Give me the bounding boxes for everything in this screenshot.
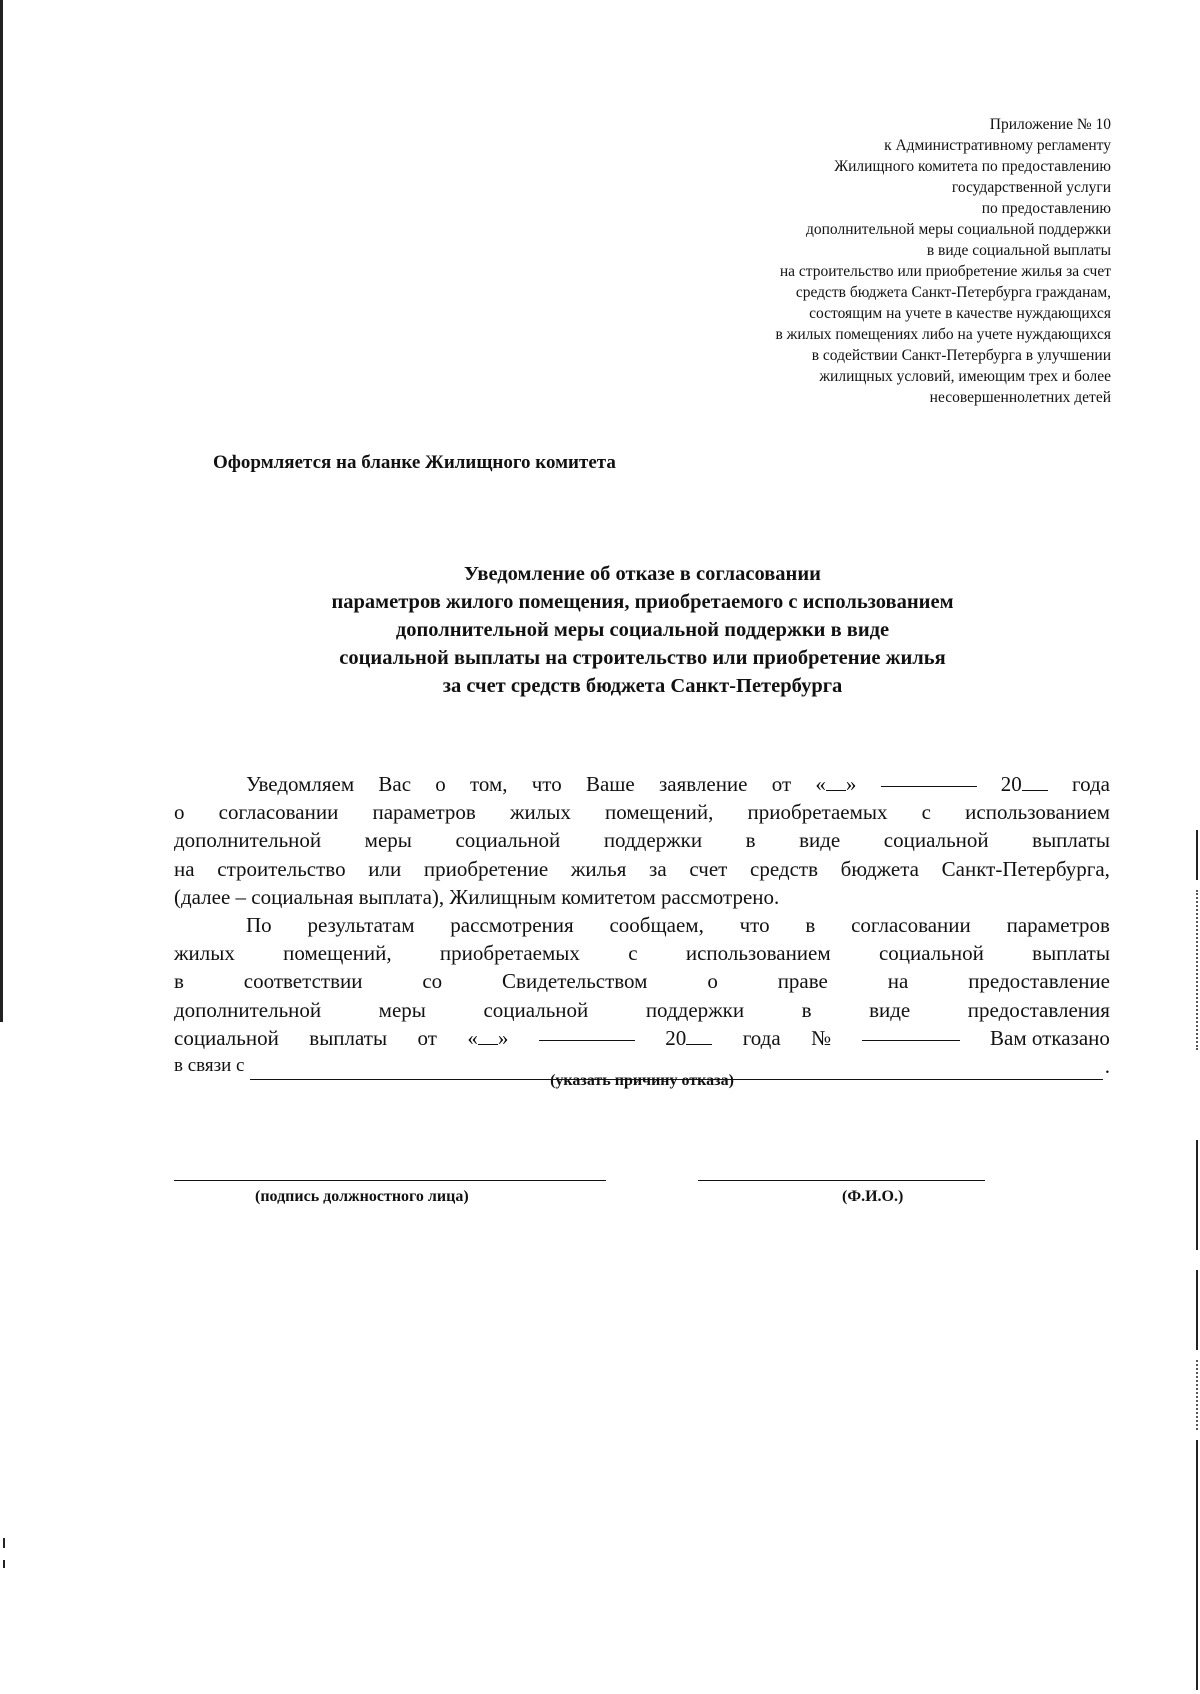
word: в xyxy=(174,969,184,994)
reason-caption: (указать причину отказа) xyxy=(550,1072,734,1089)
appendix-line: несовершеннолетних детей xyxy=(929,389,1111,406)
appendix-line: по предоставлению xyxy=(981,200,1111,217)
word: предоставления xyxy=(967,997,1110,1022)
word: с xyxy=(921,800,931,825)
word: Уведомляем xyxy=(246,772,355,796)
word: Свидетельством xyxy=(502,969,648,994)
body-line xyxy=(174,855,1110,883)
scan-edge-right-dots xyxy=(1196,1360,1200,1430)
word: результатам xyxy=(307,913,415,938)
word: средств xyxy=(750,856,818,881)
appendix-line: в содействии Санкт-Петербурга в улучшении xyxy=(811,347,1111,364)
appendix-line: жилищных условий, имеющим трех и более xyxy=(819,368,1111,385)
body-text-line: (далее – социальная выплата), Жилищным комитетом рассмотрено. xyxy=(174,884,780,909)
title-line: Уведомление об отказе в согласовании xyxy=(464,563,821,585)
body-line xyxy=(174,911,1110,939)
word: использованием xyxy=(965,800,1110,825)
word: или xyxy=(368,856,402,881)
word: счет xyxy=(689,856,728,881)
scan-edge-right xyxy=(1196,1440,1198,1690)
word: праве xyxy=(777,969,828,994)
word: года xyxy=(1072,772,1110,796)
certificate-day-field[interactable]: « » xyxy=(467,1025,509,1050)
word: жилых xyxy=(509,800,571,825)
word: помещений, xyxy=(604,800,714,825)
notification-body xyxy=(174,770,1110,1080)
full-name-field[interactable] xyxy=(698,1180,985,1181)
body-line xyxy=(174,798,1110,826)
word: рассмотрения xyxy=(450,913,574,938)
body-line xyxy=(174,770,1110,798)
title-line: дополнительной меры социальной поддержки в виде xyxy=(395,619,890,641)
scan-edge-right xyxy=(1196,1270,1198,1350)
appendix-line: государственной услуги xyxy=(951,179,1111,196)
word: о xyxy=(174,800,185,825)
word: помещений, xyxy=(283,941,392,966)
word: в xyxy=(805,913,816,938)
word: за xyxy=(649,856,667,881)
word: Санкт-Петербурга, xyxy=(941,856,1110,881)
word: приобретаемых xyxy=(747,800,888,825)
word: предоставление xyxy=(968,969,1110,994)
word: со xyxy=(422,969,443,994)
word: жилых xyxy=(174,941,235,966)
word: соответствии xyxy=(243,969,363,994)
document-title xyxy=(170,560,1115,700)
word: Вам отказано xyxy=(990,1025,1110,1050)
word: параметров xyxy=(1006,913,1110,938)
word: меры xyxy=(378,997,426,1022)
certificate-year-field[interactable]: 20 xyxy=(665,1024,712,1052)
signature-field[interactable] xyxy=(174,1180,606,1181)
scan-edge-right xyxy=(1196,830,1198,880)
full-name-caption: (Ф.И.О.) xyxy=(842,1188,904,1205)
word: в xyxy=(801,997,812,1022)
appendix-header xyxy=(591,114,1111,408)
appendix-line: средств бюджета Санкт-Петербурга гражданам, xyxy=(795,284,1111,301)
scan-edge-right-dots xyxy=(1196,890,1200,1050)
word: года xyxy=(742,1025,781,1050)
body-line xyxy=(174,967,1110,995)
certificate-month-field[interactable] xyxy=(539,1024,635,1041)
appendix-line: в виде социальной выплаты xyxy=(926,242,1111,259)
word: приобретение xyxy=(423,856,549,881)
appendix-line: состоящим на учете в качестве нуждающихся xyxy=(809,305,1111,322)
body-line xyxy=(174,883,1110,911)
word: бюджета xyxy=(840,856,919,881)
word: поддержки xyxy=(645,997,745,1022)
word: Ваше xyxy=(585,772,635,796)
scan-mark xyxy=(3,1560,5,1568)
word: поддержки xyxy=(603,828,703,853)
word: социальной xyxy=(878,941,984,966)
word: приобретаемых xyxy=(439,941,580,966)
scan-edge-left xyxy=(0,0,3,1022)
body-line xyxy=(174,996,1110,1024)
word: согласовании xyxy=(851,913,971,938)
word: жилья xyxy=(570,856,627,881)
word: о xyxy=(707,969,718,994)
word: дополнительной xyxy=(174,828,322,853)
body-line xyxy=(174,1024,1110,1052)
word: на xyxy=(887,969,909,994)
word: том, xyxy=(469,772,508,796)
scan-edge-right xyxy=(1196,1140,1198,1250)
word: что xyxy=(531,772,562,796)
title-line: параметров жилого помещения, приобретаемого с использованием xyxy=(331,591,954,613)
word: на xyxy=(174,856,195,881)
appendix-line: на строительство или приобретение жилья за счет xyxy=(779,263,1111,280)
word: социальной xyxy=(455,828,561,853)
word: сообщаем, xyxy=(609,913,704,938)
date-day-field[interactable]: « » xyxy=(815,772,857,796)
word: от xyxy=(771,772,792,796)
word: виде xyxy=(869,997,911,1022)
word: использованием xyxy=(685,941,831,966)
title-line: социальной выплаты на строительство или приобретение жилья xyxy=(339,647,946,669)
date-month-field[interactable] xyxy=(881,770,977,787)
word: социальной xyxy=(483,997,589,1022)
word: с xyxy=(628,941,638,966)
signature-caption: (подпись должностного лица) xyxy=(255,1188,469,1205)
word: социальной xyxy=(883,828,989,853)
word: от xyxy=(417,1025,437,1050)
word: меры xyxy=(364,828,412,853)
certificate-number-field[interactable] xyxy=(862,1024,960,1041)
word: выплаты xyxy=(1032,941,1110,966)
body-line xyxy=(174,826,1110,854)
word: параметров xyxy=(372,800,476,825)
word: По xyxy=(246,913,272,938)
appendix-line: Жилищного комитета по предоставлению xyxy=(834,158,1111,175)
date-year-field[interactable]: 20 xyxy=(1001,770,1048,798)
title-line: за счет средств бюджета Санкт-Петербурга xyxy=(442,675,843,697)
word: согласовании xyxy=(218,800,339,825)
reason-label: в связи с xyxy=(174,1055,245,1077)
body-line xyxy=(174,939,1110,967)
word: выплаты xyxy=(309,1025,388,1050)
word: что xyxy=(739,913,770,938)
number-sign: № xyxy=(811,1025,832,1050)
period: . xyxy=(1104,1054,1110,1079)
appendix-line: дополнительной меры социальной поддержки xyxy=(806,221,1111,238)
scan-mark xyxy=(3,1538,5,1548)
blank-note: Оформляется на бланке Жилищного комитета xyxy=(213,452,616,473)
word: Вас xyxy=(378,772,412,796)
word: дополнительной xyxy=(174,997,322,1022)
word: заявление xyxy=(658,772,748,796)
word: о xyxy=(435,772,446,796)
word: в xyxy=(745,828,756,853)
word: социальной xyxy=(174,1025,279,1050)
appendix-line: Приложение № 10 xyxy=(989,116,1111,133)
appendix-line: к Административному регламенту xyxy=(884,137,1111,154)
word: выплаты xyxy=(1032,828,1110,853)
appendix-line: в жилых помещениях либо на учете нуждающихся xyxy=(775,326,1111,343)
word: виде xyxy=(799,828,841,853)
word: строительство xyxy=(217,856,346,881)
